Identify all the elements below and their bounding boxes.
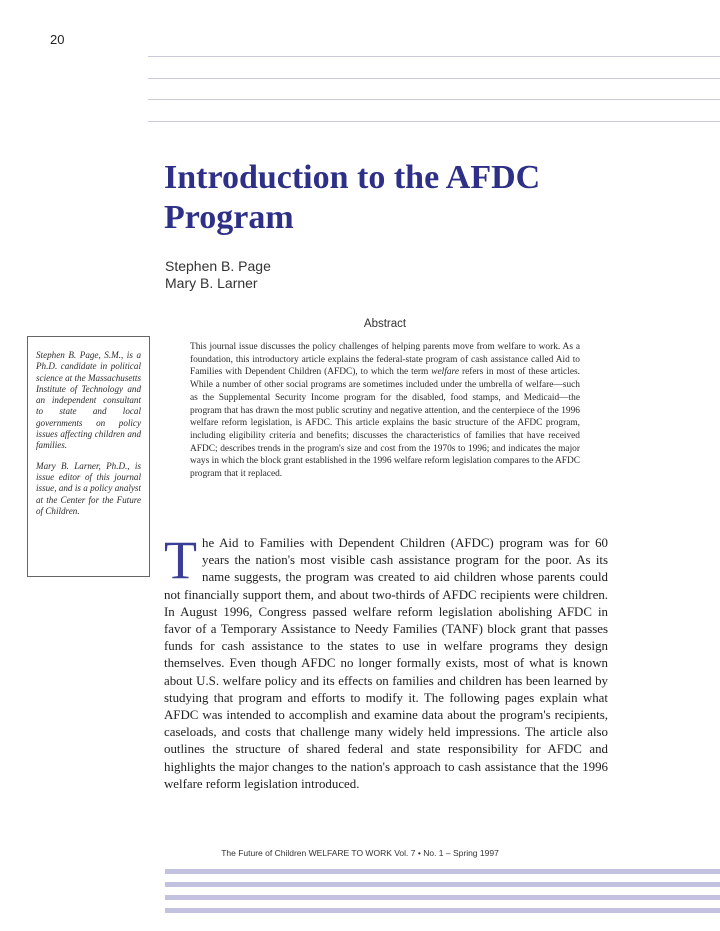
footer-bar (165, 895, 720, 900)
author-bio: Stephen B. Page, S.M., is a Ph.D. candidate in political science at the Massachusetts Institute of Technology and an independent consultant to state and local governments on policy issues affecting children and families. (36, 350, 141, 451)
body-paragraph: he Aid to Families with Dependent Children (AFDC) program was for 60 years the nation's most visible cash assistance program for the poor. As its name suggests, the program was created to aid children whose parents could not financially support them, and about two-thirds of AFDC recipients were children. In August 1996, Congress passed welfare reform legislation abolishing AFDC in favor of a Temporary Assistance to Needy Families (TANF) block grant that passes funds for cash assistance to the states to use in welfare programs they design themselves. Even though AFDC no longer formally exists, most of what is known about U.S. welfare policy and its effects on families and children has been learned by studying that program and efforts to modify it. The following pages explain what AFDC was intended to accomplish and examine data about the program's recipients, caseloads, and costs that challenge many widely held impressions. The article also outlines the structure of shared federal and state responsibility for AFDC and highlights the major changes to the nation's approach to cash assistance that the 1996 welfare reform legislation introduced. (164, 536, 608, 791)
footer-bar (165, 869, 720, 874)
author-list (165, 258, 271, 292)
header-rule (148, 121, 720, 122)
page-number: 20 (50, 32, 65, 47)
author-bio: Mary B. Larner, Ph.D., is issue editor of this journal issue, and is a policy analyst at the Center for the Future of Children. (36, 460, 141, 516)
footer-bar (165, 908, 720, 913)
drop-cap: T (164, 530, 197, 590)
article-title: Introduction to the AFDC Program (164, 159, 541, 236)
abstract-heading: Abstract (363, 318, 407, 330)
header-rule (148, 99, 720, 100)
article-body (164, 530, 608, 793)
abstract-italic-term: welfare (431, 367, 460, 378)
header-rule (148, 78, 720, 79)
footer-bar (165, 882, 720, 887)
author-bio-box (27, 336, 150, 577)
journal-footer: The Future of Children WELFARE TO WORK Vol. 7 • No. 1 – Spring 1997 (221, 848, 499, 858)
author-name: Stephen B. Page (165, 258, 271, 274)
header-rule (148, 56, 720, 57)
author-name: Mary B. Larner (165, 275, 258, 291)
abstract-text: This journal issue discusses the policy challenges of helping parents move from welfare to work. As a foundation, this introductory article explains the federal-state program of cash assistance called Aid to Families with Dependent Children (AFDC), to which the term welfare refers in most of these articles. While a number of other social programs are sometimes included under the umbrella of welfare—such as the Supplemental Security Income program for the disabled, food stamps, and Medicaid—the program that has drawn the most public scrutiny and negative attention, and the centerpiece of the 1996 welfare reform legislation, is AFDC. This article explains the basic structure of the AFDC program, including eligibility criteria and benefits; discusses the characteristics of families that have received AFDC; describes trends in the program's size and cost from the 1970s to 1996; and indicates the major ways in which the block grant established in the 1996 welfare reform legislation compares to the AFDC program that it replaced. (190, 342, 580, 480)
